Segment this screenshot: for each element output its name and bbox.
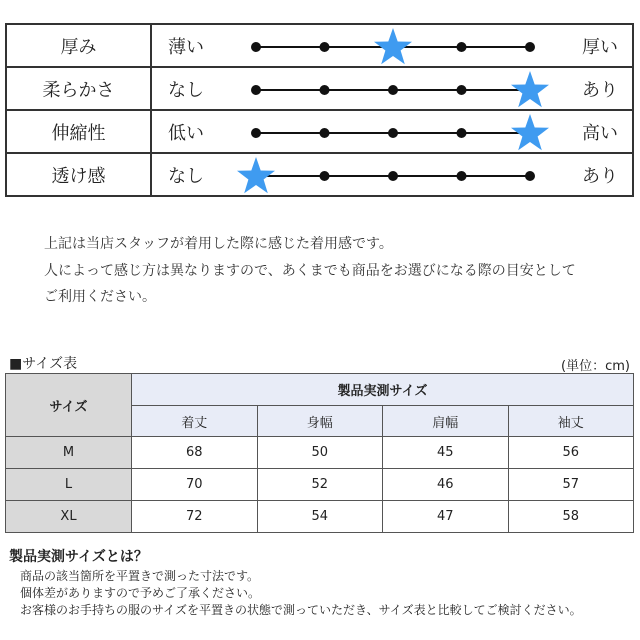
feel-table [5, 23, 634, 197]
scale-dot [525, 42, 535, 52]
explanation-text [20, 568, 582, 619]
explanation-line: お客様のお手持ちの服のサイズを平置きの状態で測っていただき、サイズ表と比較してご検討ください。 [20, 603, 582, 617]
explanation-title: 製品実測サイズとは？ [9, 549, 148, 565]
table-cell: 54 [257, 501, 383, 533]
table-cell: 50 [257, 437, 383, 469]
scale-dot [251, 85, 261, 95]
feel-row-thickness [6, 24, 633, 67]
scale-high-label: あり [582, 165, 618, 187]
scale-dot [388, 85, 398, 95]
table-row [6, 501, 634, 533]
level-star-icon [237, 157, 275, 193]
size-table-unit: (単位：cm) [561, 359, 630, 374]
scale-dot [388, 171, 398, 181]
row-header: L [6, 469, 132, 501]
note-line: 人によって感じ方は異なりますので、あくまでも商品をお選びになる際の目安として [44, 262, 576, 279]
scale-high-label: あり [582, 79, 618, 101]
table-cell: 45 [383, 437, 509, 469]
table-cell: 47 [383, 501, 509, 533]
row-header: M [6, 437, 132, 469]
scale-graphic [152, 154, 636, 195]
row-header: XL [6, 501, 132, 533]
table-row [6, 437, 634, 469]
level-star-icon [374, 28, 412, 64]
size-table [5, 373, 634, 533]
feel-scale [151, 153, 633, 196]
scale-dot [320, 85, 330, 95]
level-star-icon [511, 71, 549, 107]
feel-scale [151, 67, 633, 110]
scale-dot [457, 171, 467, 181]
column-header: 身幅 [257, 406, 383, 437]
size-group-header: 製品実測サイズ [132, 374, 634, 406]
table-cell: 68 [132, 437, 258, 469]
scale-graphic [152, 111, 636, 152]
table-cell: 56 [508, 437, 634, 469]
column-header: 袖丈 [508, 406, 634, 437]
scale-dot [457, 85, 467, 95]
scale-dot [457, 128, 467, 138]
scale-high-label: 厚い [582, 36, 618, 58]
scale-low-label: 低い [168, 122, 204, 144]
scale-dot [251, 128, 261, 138]
feel-label: 柔らかさ [6, 67, 151, 110]
column-header: 肩幅 [383, 406, 509, 437]
note-line: ご利用ください。 [44, 289, 156, 305]
scale-dot [320, 42, 330, 52]
table-cell: 52 [257, 469, 383, 501]
table-cell: 57 [508, 469, 634, 501]
feel-scale [151, 110, 633, 153]
size-table-title: ■サイズ表 [9, 356, 78, 372]
table-cell: 46 [383, 469, 509, 501]
table-cell: 58 [508, 501, 634, 533]
feel-row-sheerness [6, 153, 633, 196]
table-row [6, 469, 634, 501]
scale-graphic [152, 25, 636, 66]
scale-dot [457, 42, 467, 52]
note-line: 上記は当店スタッフが着用した際に感じた着用感です。 [44, 236, 393, 252]
feel-label: 透け感 [6, 153, 151, 196]
explanation-line: 個体差がありますので予めご了承ください。 [20, 586, 261, 600]
scale-dot [388, 128, 398, 138]
feel-row-stretch [6, 110, 633, 153]
table-cell: 72 [132, 501, 258, 533]
scale-low-label: 薄い [168, 36, 204, 58]
feel-scale [151, 24, 633, 67]
feel-row-softness [6, 67, 633, 110]
explanation-line: 商品の該当箇所を平置きで測った寸法です。 [20, 569, 260, 583]
level-star-icon [511, 114, 549, 150]
table-cell: 70 [132, 469, 258, 501]
scale-low-label: なし [168, 79, 204, 101]
scale-dot [525, 171, 535, 181]
feel-label: 厚み [6, 24, 151, 67]
fit-note [44, 231, 576, 311]
feel-label: 伸縮性 [6, 110, 151, 153]
scale-high-label: 高い [582, 122, 618, 144]
scale-dot [320, 171, 330, 181]
size-corner-header: サイズ [6, 374, 132, 437]
scale-dot [320, 128, 330, 138]
column-header: 着丈 [132, 406, 258, 437]
scale-low-label: なし [168, 165, 204, 187]
scale-dot [251, 42, 261, 52]
scale-graphic [152, 68, 636, 109]
